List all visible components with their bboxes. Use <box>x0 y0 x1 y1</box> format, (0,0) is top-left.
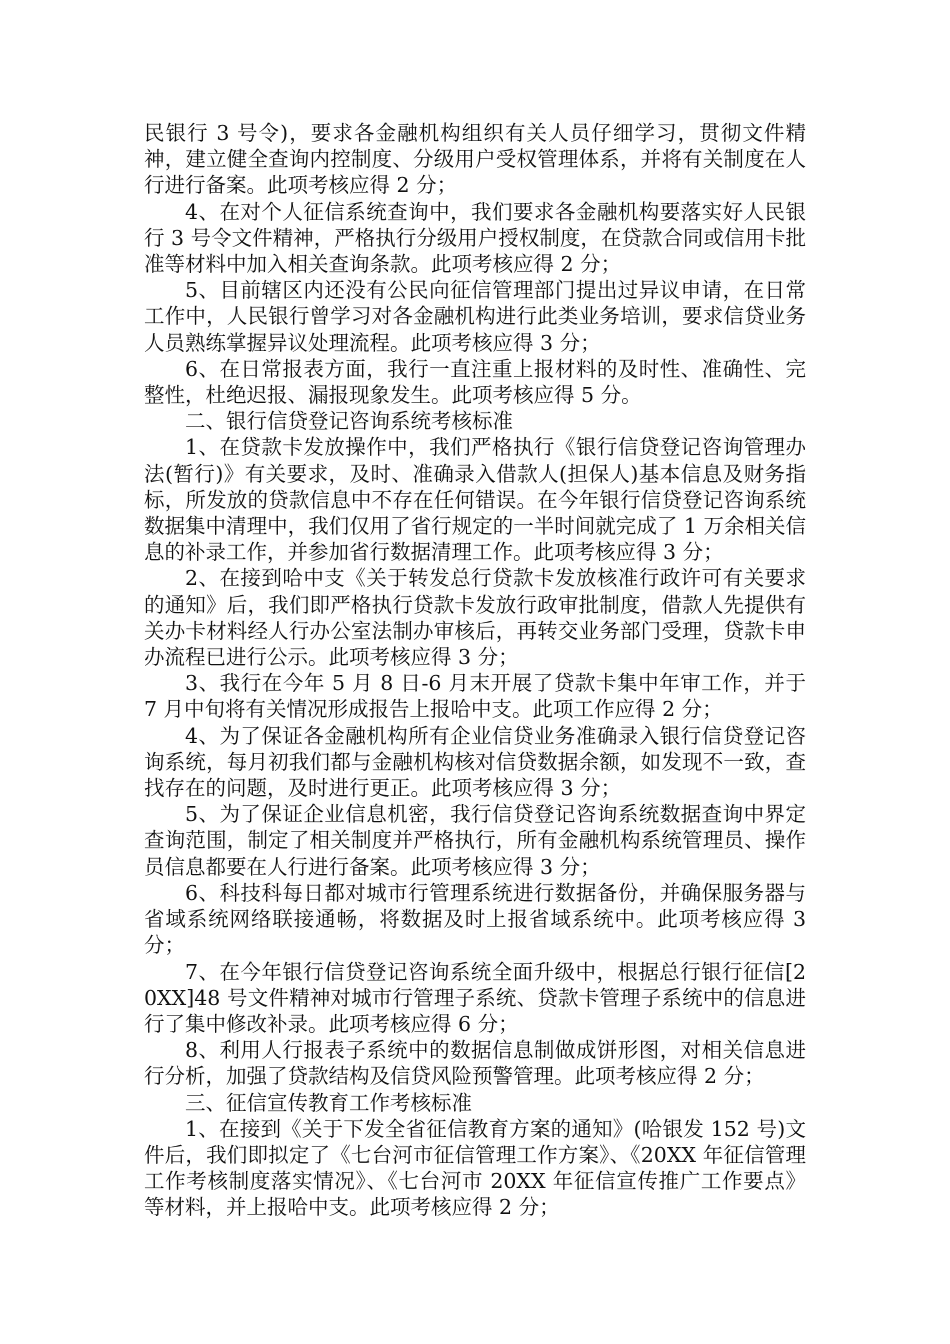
paragraph-item-2-4: 4、为了保证各金融机构所有企业信贷业务准确录入银行信贷登记咨询系统，每月初我们都与金融机构核对信贷数据余额，如发现不一致，查找存在的问题，及时进行更正。此项考核应得 3 分； <box>144 723 806 801</box>
paragraph-continuation: 民银行 3 号令)，要求各金融机构组织有关人员仔细学习，贯彻文件精神，建立健全查询内控制度、分级用户受权管理体系，并将有关制度在人行进行备案。此项考核应得 2 分； <box>144 121 806 198</box>
paragraph-item-4: 4、在对个人征信系统查询中，我们要求各金融机构要落实好人民银行 3 号令文件精神，严格执行分级用户授权制度，在贷款合同或信用卡批准等材料中加入相关查询条款。此项考核应得 2 分； <box>144 199 806 277</box>
paragraph-item-2-5: 5、为了保证企业信息机密，我行信贷登记咨询系统数据查询中界定查询范围，制定了相关制度并严格执行，所有金融机构系统管理员、操作员信息都要在人行进行备案。此项考核应得 3 分； <box>144 802 806 879</box>
paragraph-item-5: 5、目前辖区内还没有公民向征信管理部门提出过异议申请，在日常工作中，人民银行曾学习对各金融机构进行此类业务培训，要求信贷业务人员熟练掌握异议处理流程。此项考核应得 3 分； <box>144 278 806 355</box>
paragraph-item-3-1: 1、在接到《关于下发全省征信教育方案的通知》(哈银发 152 号)文件后，我们即拟定了《七台河市征信管理工作方案》、《20XX 年征信管理工作考核制度落实情况》、《七台河市 20XX 年征信宣传推广工作要点》等材料，并上报哈中支。此项考核应得 2 分； <box>144 1116 806 1220</box>
paragraph-item-2-7: 7、在今年银行信贷登记咨询系统全面升级中，根据总行银行征信[20XX]48 号文件精神对城市行管理子系统、贷款卡管理子系统中的信息进行了集中修改补录。此项考核应得 6 分； <box>144 959 806 1036</box>
section-heading-3: 三、征信宣传教育工作考核标准 <box>185 1090 472 1115</box>
document-page <box>144 120 806 1221</box>
paragraph-item-2-8: 8、利用人行报表子系统中的数据信息制做成饼形图，对相关信息进行分析，加强了贷款结构及信贷风险预警管理。此项考核应得 2 分； <box>144 1038 806 1089</box>
paragraph-item-6: 6、在日常报表方面，我行一直注重上报材料的及时性、准确性、完整性，杜绝迟报、漏报现象发生。此项考核应得 5 分。 <box>144 356 806 408</box>
paragraph-item-2-3: 3、我行在今年 5 月 8 日-6 月末开展了贷款卡集中年审工作，并于 7 月中旬将有关情况形成报告上报哈中支。此项工作应得 2 分； <box>144 671 806 722</box>
paragraph-item-2-2: 2、在接到哈中支《关于转发总行贷款卡发放核准行政许可有关要求的通知》后，我们即严格执行贷款卡发放行政审批制度，借款人先提供有关办卡材料经人行办公室法制办审核后，再转交业务部门受理，贷款卡申办流程已进行公示。此项考核应得 3 分； <box>144 566 806 670</box>
paragraph-item-2-6: 6、科技科每日都对城市行管理系统进行数据备份，并确保服务器与省域系统网络联接通畅，将数据及时上报省域系统中。此项考核应得 3 分； <box>144 880 806 958</box>
section-heading-2: 二、银行信贷登记咨询系统考核标准 <box>185 409 513 434</box>
paragraph-item-2-1: 1、在贷款卡发放操作中，我们严格执行《银行信贷登记咨询管理办法(暂行)》有关要求，及时、准确录入借款人(担保人)基本信息及财务指标，所发放的贷款信息中不存在任何错误。在今年银行信贷登记咨询系统数据集中清理中，我们仅用了省行规定的一半时间就完成了 1 万余相关信息的补录工作，并参加省行数据清理工作。此项考核应得 3 分； <box>144 435 806 565</box>
